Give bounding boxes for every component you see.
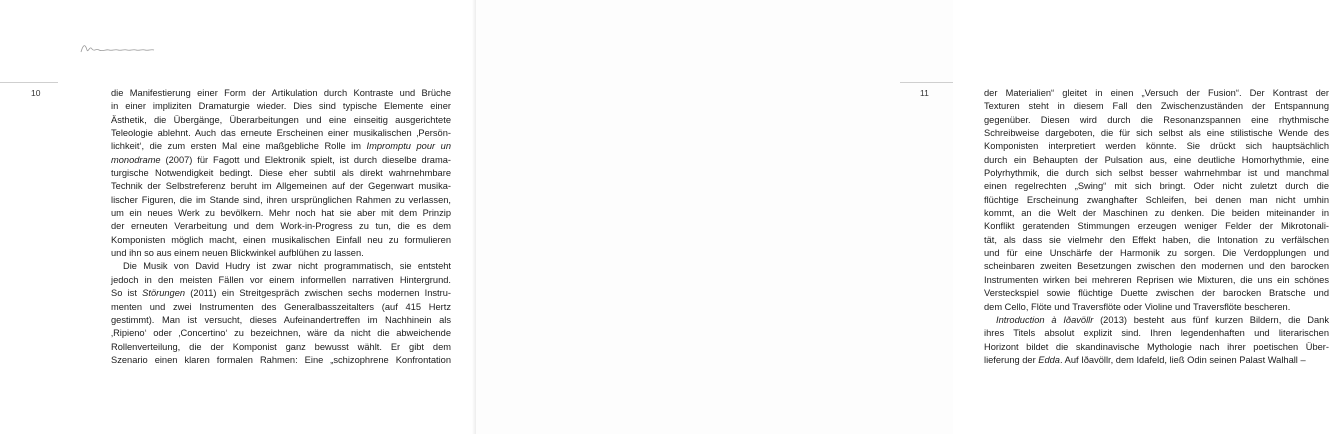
text-run: Szenario einen klaren formalen Rahmen: Eine „schizophrene Konfrontation — [111, 354, 451, 365]
text-line — [111, 194, 451, 207]
text-run: turgische Notwendigkeit bedingt. Diese eher subtil als direkt wahrnehmbare — [111, 168, 451, 179]
italic-title: Introduction à Iðavöllr — [996, 314, 1094, 325]
text-line — [984, 354, 1329, 367]
text-run: einen regelrechten „Swing“ mit sich bringt. Oder nicht zuletzt durch die — [984, 181, 1329, 192]
text-line — [984, 301, 1329, 314]
text-line — [984, 154, 1329, 167]
text-line — [984, 274, 1329, 287]
text-line — [984, 140, 1329, 153]
text-run: lieferung der — [984, 354, 1039, 365]
text-line — [984, 314, 1329, 327]
text-line — [984, 180, 1329, 193]
text-line — [111, 167, 451, 180]
text-line — [984, 341, 1329, 354]
text-line — [984, 167, 1329, 180]
italic-title: Impromptu pour un — [366, 141, 451, 152]
italic-title: Edda — [1038, 354, 1060, 365]
text-run: um ein neues Werk zu bevölkern. Mehr noch hat sie aber mit dem Prinzip — [111, 208, 451, 219]
text-line — [984, 114, 1329, 127]
text-line — [984, 287, 1329, 300]
italic-title: Störungen — [142, 288, 186, 299]
text-run: und ihn so aus einem neuen Blickwinkel aufblühen zu lassen. — [111, 248, 364, 259]
handwritten-scribble-icon — [80, 41, 160, 55]
text-run: lischer Figuren, die im Stande sind, ihren ursprünglichen Rahmen zu verlassen, — [111, 194, 451, 205]
text-run: Polyrhythmik, die durch sich selbst besser wahrnehmbar ist und manchmal — [984, 168, 1329, 179]
right-page-number: 11 — [920, 88, 929, 98]
text-line — [984, 234, 1329, 247]
text-line — [984, 207, 1329, 220]
left-page-number: 10 — [31, 88, 41, 98]
text-run: Technik der Selbstreferenz beruht im Allgemeinen auf der Gegenwart musika- — [111, 181, 451, 192]
text-line — [984, 127, 1329, 140]
text-run: tät, als dass sie vielmehr den Effekt haben, die Intonation zu verfälschen — [984, 234, 1329, 245]
text-line — [111, 327, 451, 340]
text-run: Instrumenten wirken bei mehreren Reprisen wie Mixturen, die uns ein schönes — [984, 274, 1329, 285]
text-line — [111, 180, 451, 193]
text-run: der erneuten Verarbeitung und dem Work-in-Progress zu tun, die es dem — [111, 221, 451, 232]
text-line — [111, 100, 451, 113]
text-line — [984, 220, 1329, 233]
text-line — [111, 114, 451, 127]
text-run: menten und zwei Instrumenten des Generalbasszeitalters (auf 415 Hertz — [111, 301, 451, 312]
left-page — [0, 0, 476, 434]
text-line — [111, 260, 451, 273]
text-run: Konflikt geratenden Stimmungen erzeugen weniger Felder der Mikrotonali- — [984, 221, 1329, 232]
text-run: kommt, an die Welt der Maschinen zu denken. Die beiden miteinander in — [984, 208, 1329, 219]
text-line — [984, 327, 1329, 340]
text-run: Teleologie ablehnt. Auch das erneute Erscheinen einer musikalischen ‚Persön- — [111, 128, 451, 139]
text-line — [111, 220, 451, 233]
text-line — [111, 127, 451, 140]
text-run: in einer impliziten Dramaturgie wieder. Dies sind typische Elemente einer — [111, 101, 451, 112]
right-page — [476, 0, 1329, 434]
right-margin-rule — [900, 82, 953, 83]
text-run: Schreibweise dargeboten, die für sich selbst als eine stilistische Wende des — [984, 128, 1329, 139]
text-run: flüchtige Erscheinung zwanghafter Schleifen, bei denen man nicht umhin — [984, 194, 1329, 205]
text-line — [984, 100, 1329, 113]
text-line — [111, 314, 451, 327]
text-run: dem Cello, Flöte und Traversflöte oder Violine und Traversflöte bescheren. — [984, 301, 1291, 312]
text-run: Komponisten interpretiert werden könnte. Sie drückt sich hauptsächlich — [984, 141, 1329, 152]
text-line — [111, 301, 451, 314]
left-text-column — [111, 87, 451, 367]
text-run: Ästhetik, die Übergänge, Überarbeitungen und eine einseitig ausgerichtete — [111, 114, 451, 125]
italic-title: monodrame — [111, 154, 161, 165]
text-run: jedoch in den meisten Fällen vor einem informellen narrativen Hintergrund. — [111, 274, 451, 285]
text-run: scheinbaren zweiten Besetzungen zwischen den modernen und den barocken — [984, 261, 1329, 272]
text-line — [111, 287, 451, 300]
text-line — [984, 194, 1329, 207]
text-line — [984, 247, 1329, 260]
text-line — [111, 234, 451, 247]
text-run: Texturen steht in diesem Fall den Zwischenzuständen der Entspannung — [984, 101, 1329, 112]
text-line — [111, 354, 451, 367]
text-run: ‚Ripieno‘ oder ‚Concertino‘ zu bezeichnen, wäre da nicht die abweichende — [111, 328, 451, 339]
text-run: gestimmt). Man ist versucht, dieses Aufeinandertreffen im Nachhinein als — [111, 314, 451, 325]
text-line — [111, 140, 451, 153]
text-line — [111, 274, 451, 287]
text-run: und für eine Unschärfe der Harmonik zu sorgen. Die Verdopplungen und — [984, 248, 1329, 259]
text-run: Horizont bildet die skandinavische Mythologie nach ihrer poetischen Über- — [984, 341, 1329, 352]
text-run: Versteckspiel sowie flüchtige Duette zwischen der barocken Bratsche und — [984, 288, 1329, 299]
text-line — [984, 260, 1329, 273]
text-line — [111, 207, 451, 220]
text-run: durch ein Behaupten der Pulsation aus, eine deutliche Homorhythmie, eine — [984, 154, 1329, 165]
text-run: Komponisten möglich macht, einen musikalischen Einfall neu zu formulieren — [111, 234, 451, 245]
text-run: lichkeit‘, die zum ersten Mal eine maßgebliche Rolle im — [111, 141, 367, 152]
right-text-column — [984, 87, 1329, 367]
text-run: . Auf Iðavöllr, dem Idafeld, ließ Odin seinen Palast Walhall – — [1059, 354, 1306, 365]
text-run: (2007) für Fagott und Elektronik spielt, ist durch dieselbe drama- — [160, 154, 451, 165]
text-run: (2011) ein Streitgespräch zwischen sechs modernen Instru- — [185, 288, 451, 299]
text-run: Rollenverteilung, die der Komponist ganz bewusst wählt. Er gibt dem — [111, 341, 451, 352]
text-run: gegenüber. Diesen wird durch die Resonanzspannen eine rhythmische — [984, 114, 1329, 125]
text-run: die Manifestierung einer Form der Artikulation durch Kontraste und Brüche — [111, 88, 451, 98]
text-line — [111, 247, 451, 260]
text-line — [111, 154, 451, 167]
text-run: (2013) besteht aus fünf kurzen Bildern, die Dank — [1093, 314, 1329, 325]
text-run: ihres Titels absolut explizit sind. Ihren legendenhaften und literarischen — [984, 328, 1329, 339]
text-run: Die Musik von David Hudry ist zwar nicht programmatisch, sie entsteht — [123, 261, 451, 272]
text-line — [111, 87, 451, 100]
left-margin-rule — [0, 82, 58, 83]
text-run: So ist — [111, 288, 143, 299]
text-line — [111, 341, 451, 354]
text-run: der Materialien“ gleitet in einen „Versuch der Fusion“. Der Kontrast der — [984, 88, 1329, 98]
text-line — [984, 87, 1329, 100]
